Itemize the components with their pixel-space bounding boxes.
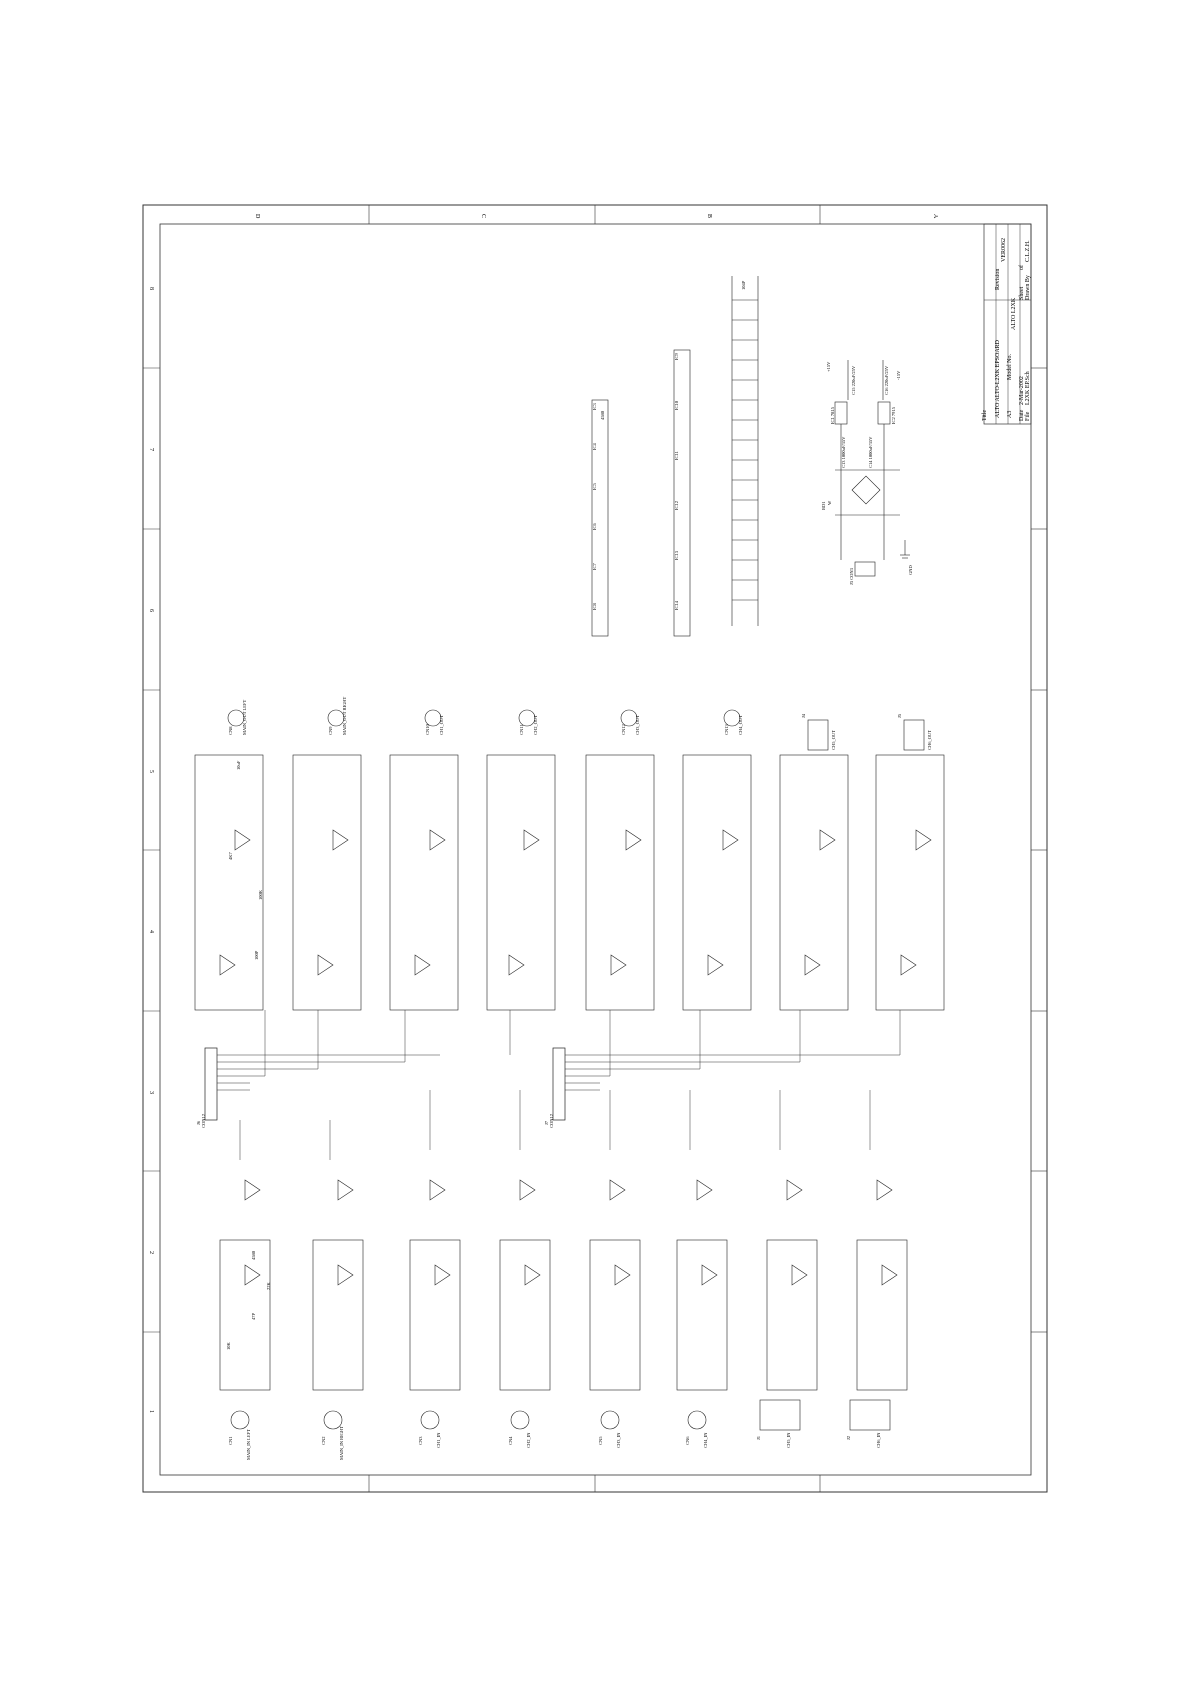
revision-label: Revision — [995, 268, 1001, 290]
zone-label: A — [932, 214, 938, 219]
ic-label: IC9 — [674, 353, 679, 360]
input-name: CH2_IN — [526, 1432, 531, 1448]
input-name: CH5_IN — [786, 1432, 791, 1448]
res-value: 10K — [226, 1342, 231, 1350]
connector-j6 — [196, 1048, 217, 1128]
input-jack: J1 — [756, 1435, 761, 1440]
ic-label: IC10 — [674, 401, 679, 410]
zone-label: B — [706, 214, 712, 219]
input-jack: CN1 — [228, 1436, 233, 1445]
cap-value: 47P — [251, 1312, 256, 1320]
file-label: File — [1025, 411, 1031, 421]
input-name: MAIN_IN RIGHT — [339, 1426, 344, 1460]
zone-label: 5 — [148, 770, 154, 773]
cap-c15: C15 220uF/25V — [851, 365, 856, 395]
cap-c14: C14 1000uF/35V — [868, 436, 873, 468]
title-value: ALTO ALTO-L2XK EPSOARD — [995, 339, 1001, 418]
input-jack: CN6 — [685, 1436, 690, 1445]
zone-label: 6 — [148, 609, 154, 612]
bus-wiring — [217, 1010, 900, 1160]
bridge-value: W — [827, 500, 832, 505]
ic-label: IC5 — [592, 483, 597, 490]
input-name: CH6_IN — [876, 1432, 881, 1448]
ic-label: IC14 — [674, 601, 679, 610]
input-jack: CN2 — [321, 1436, 326, 1445]
connector-j7-name: CON12 — [549, 1113, 554, 1128]
zone-label: D — [254, 214, 260, 219]
input-name: CH4_IN — [703, 1432, 708, 1448]
output-jack: CN8 — [228, 726, 233, 735]
output-jack: CN12 — [621, 724, 626, 735]
sheet-label: Sheet — [1019, 286, 1025, 300]
zone-labels-top — [254, 214, 938, 219]
ic-value: 4580 — [600, 411, 605, 420]
zone-label: 8 — [148, 287, 154, 290]
model-label: Model No. — [1007, 354, 1013, 380]
output-jack: CN10 — [425, 724, 430, 735]
sheet-value: of — [1019, 265, 1025, 270]
size-value: A3 — [1007, 410, 1013, 418]
input-jack: CN3 — [418, 1436, 423, 1445]
ground-label: GND — [908, 565, 913, 575]
input-jack: CN5 — [598, 1436, 603, 1445]
regulator-2: IC2 7915 — [891, 407, 896, 424]
connector-j7-ref: J7 — [544, 1120, 549, 1125]
output-name: CH6_OUT — [927, 730, 932, 750]
zone-label: 2 — [148, 1251, 154, 1254]
cap-value: 104P — [741, 280, 746, 290]
drawn-label: Drawn By — [1025, 275, 1031, 300]
output-name: CH1_OUT — [439, 715, 444, 735]
output-name: CH4_OUT — [738, 715, 743, 735]
zone-dividers — [143, 205, 1047, 1492]
power-labels — [821, 361, 913, 585]
connector-j6-ref: J6 — [196, 1120, 201, 1125]
ic-label: IC3 — [592, 403, 597, 410]
connector-j3: J3 CON3 — [849, 568, 854, 585]
res-value: 4K7 — [228, 852, 233, 860]
connector-j6-name: CON12 — [201, 1113, 206, 1128]
zone-label: 1 — [148, 1410, 154, 1413]
ic-label: IC6 — [592, 523, 597, 530]
output-jack: J4 — [801, 713, 806, 718]
date-label: Date — [1019, 409, 1025, 421]
cap-c16: C16 220uF/25V — [884, 365, 889, 395]
file-value: L2XK EP.Sch — [1025, 371, 1031, 405]
zone-label: C — [480, 214, 486, 219]
cap-value: 10uF — [236, 760, 241, 770]
res-value: 100K — [258, 890, 263, 900]
output-stages — [195, 710, 944, 1010]
output-jack: CN9 — [328, 726, 333, 735]
cap-c13: C13 1000uF/35V — [841, 436, 846, 468]
drawn-value: C.L.Z.H. — [1025, 240, 1031, 262]
regulator-1: IC1 7815 — [830, 407, 835, 424]
date-value: 2-Mar-2002 — [1019, 376, 1025, 405]
output-name: MAIN_OUT LEFT — [242, 699, 247, 735]
ic-label: IC13 — [674, 551, 679, 560]
input-stages — [220, 1180, 907, 1430]
bridge-ref: BD1 — [821, 501, 826, 510]
zone-label: 7 — [148, 448, 154, 451]
ic-label: IC8 — [592, 603, 597, 610]
output-jack: CN11 — [519, 724, 524, 735]
zone-label: 3 — [148, 1091, 154, 1094]
outer-frame — [143, 205, 1047, 1492]
input-name: CH3_IN — [616, 1432, 621, 1448]
output-name: CH3_OUT — [635, 715, 640, 735]
input-jack: J2 — [846, 1435, 851, 1440]
connector-j7 — [544, 1048, 565, 1128]
input-name: MAIN_IN LEFT — [246, 1429, 251, 1460]
output-jack: CN13 — [724, 724, 729, 735]
output-labels — [228, 696, 932, 750]
output-name: MAIN_OUT RIGHT — [342, 696, 347, 735]
ic-label: IC12 — [674, 501, 679, 510]
input-name: CH1_IN — [436, 1432, 441, 1448]
res-value: 22K — [266, 1282, 271, 1290]
inner-frame — [160, 224, 1031, 1475]
ic-label: IC11 — [674, 451, 679, 460]
decoupling-labels — [592, 280, 746, 610]
cap-value: 100P — [254, 950, 259, 960]
output-jack: J5 — [897, 713, 902, 718]
title-label: Title — [982, 409, 988, 421]
opamp-value: 4580 — [251, 1251, 256, 1260]
input-jack: CN4 — [508, 1436, 513, 1445]
revision-value: VER0062 — [1001, 238, 1007, 262]
output-name: CH2_OUT — [533, 715, 538, 735]
input-labels — [228, 1426, 881, 1460]
model-value: ALTO L2XK — [1011, 297, 1017, 330]
title-block — [982, 224, 1031, 424]
ic-label: IC4 — [592, 443, 597, 450]
rail-pos: +15V — [826, 361, 831, 372]
output-name: CH5_OUT — [831, 730, 836, 750]
rail-neg: -15V — [896, 370, 901, 380]
zone-label: 4 — [148, 930, 154, 933]
ic-label: IC7 — [592, 563, 597, 570]
